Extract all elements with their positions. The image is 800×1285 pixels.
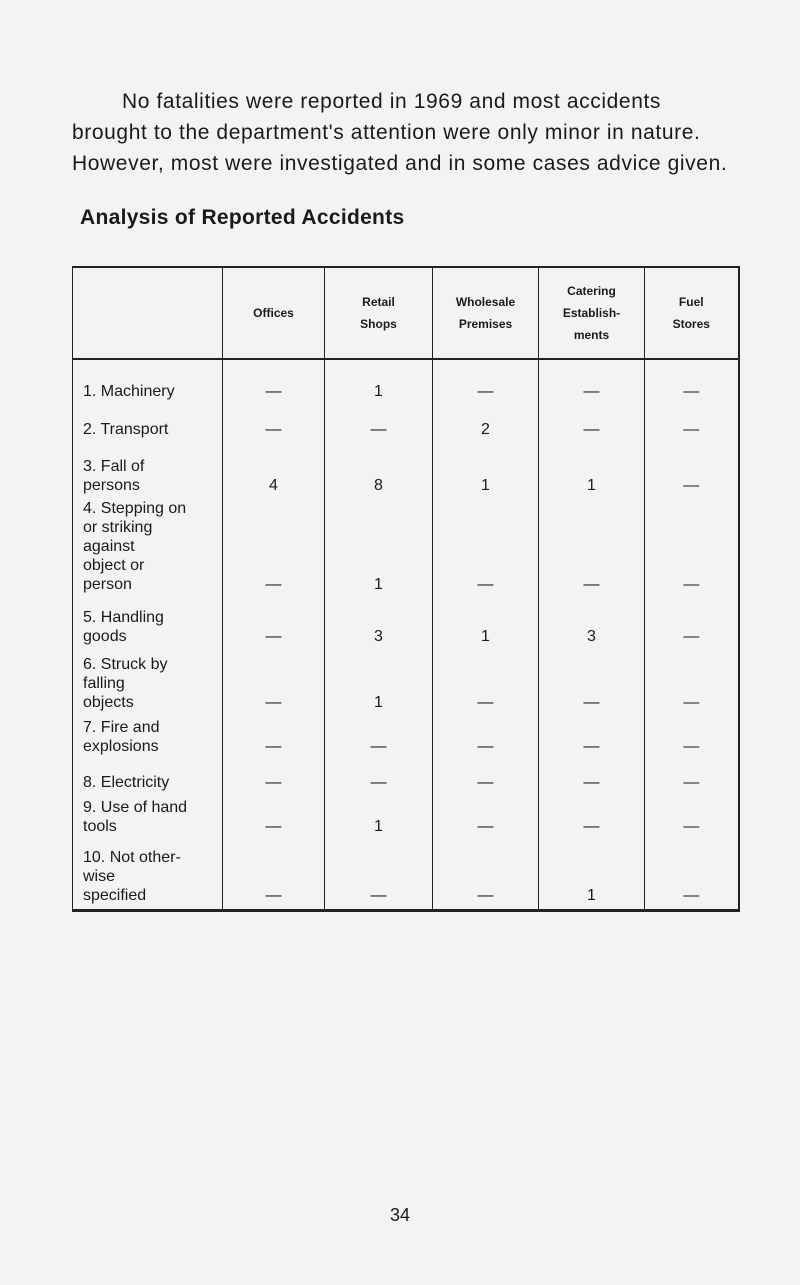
table-cell: — — [539, 650, 645, 716]
table-row — [73, 760, 739, 796]
table-cell: — — [223, 760, 325, 796]
table-cell: 3 — [539, 598, 645, 650]
column-header: Catering Establish- ments — [539, 267, 645, 359]
table-cell: 1 — [325, 650, 433, 716]
table-row — [73, 359, 739, 405]
table-cell: — — [645, 650, 739, 716]
table-row — [73, 716, 739, 760]
table-cell: — — [433, 499, 539, 598]
table-row — [73, 840, 739, 910]
table-header-row — [73, 267, 739, 359]
table-row — [73, 405, 739, 443]
accident-category: 8. Electricity — [83, 774, 170, 791]
table-cell: — — [433, 840, 539, 910]
table-cell: — — [433, 796, 539, 840]
table-cell: — — [433, 650, 539, 716]
table-cell: — — [223, 359, 325, 405]
table-cell: — — [433, 359, 539, 405]
table-cell: — — [645, 796, 739, 840]
table-cell: — — [223, 499, 325, 598]
column-header: Offices — [223, 267, 325, 359]
accident-category: 1. Machinery — [83, 383, 175, 400]
table-cell: — — [539, 359, 645, 405]
table-cell: — — [325, 840, 433, 910]
table-cell: — — [645, 405, 739, 443]
accidents-table — [72, 266, 740, 912]
intro-line-2: brought to the department's attention were only minor in nature. — [72, 121, 701, 144]
accident-category: 4. Stepping on or striking against object or person — [83, 500, 187, 593]
table-cell: 4 — [223, 443, 325, 499]
table-row — [73, 650, 739, 716]
table-cell: — — [645, 716, 739, 760]
table-cell: — — [539, 716, 645, 760]
table-cell: — — [223, 716, 325, 760]
table-cell: — — [645, 598, 739, 650]
table-cell: — — [645, 840, 739, 910]
accident-category: 5. Handling goods — [83, 609, 164, 645]
table-cell: — — [325, 405, 433, 443]
table-cell: 1 — [433, 598, 539, 650]
section-heading: Analysis of Reported Accidents — [80, 206, 405, 229]
table-row — [73, 796, 739, 840]
table-cell: — — [223, 650, 325, 716]
table-cell: 1 — [325, 499, 433, 598]
table-cell: 3 — [325, 598, 433, 650]
table-cell: — — [539, 405, 645, 443]
header-corner — [73, 267, 223, 359]
accident-category: 7. Fire and explosions — [83, 719, 160, 755]
table-cell: — — [223, 598, 325, 650]
table-cell: — — [645, 499, 739, 598]
column-header: Wholesale Premises — [433, 267, 539, 359]
table-cell: — — [223, 405, 325, 443]
accident-category: 9. Use of hand tools — [83, 799, 188, 835]
page-number: 34 — [389, 1205, 411, 1225]
intro-paragraph — [72, 86, 752, 179]
accident-category: 3. Fall of persons — [83, 458, 145, 494]
table-cell: — — [645, 443, 739, 499]
table-cell: 1 — [539, 443, 645, 499]
table-cell: — — [325, 760, 433, 796]
table-cell: 1 — [325, 359, 433, 405]
column-header: Retail Shops — [325, 267, 433, 359]
table-cell: 1 — [539, 840, 645, 910]
table-cell: — — [539, 499, 645, 598]
table-cell: — — [325, 716, 433, 760]
table-row — [73, 598, 739, 650]
table-row — [73, 499, 739, 598]
table-cell: — — [223, 796, 325, 840]
table-cell: 1 — [325, 796, 433, 840]
table-row — [73, 443, 739, 499]
table-cell: — — [433, 716, 539, 760]
intro-line-1: No fatalities were reported in 1969 and most accidents — [122, 90, 662, 113]
table-cell: — — [433, 760, 539, 796]
table-cell: 2 — [433, 405, 539, 443]
column-header: Fuel Stores — [645, 267, 739, 359]
table-cell: — — [539, 796, 645, 840]
accident-category: 2. Transport — [83, 421, 169, 438]
table-cell: — — [539, 760, 645, 796]
accident-category: 10. Not other- wise specified — [83, 848, 181, 904]
accident-category: 6. Struck by falling objects — [83, 656, 168, 711]
table-cell: — — [645, 760, 739, 796]
intro-line-3: However, most were investigated and in some cases advice given. — [72, 152, 728, 175]
table-cell: 1 — [433, 443, 539, 499]
table-cell: — — [223, 840, 325, 910]
table-cell: 8 — [325, 443, 433, 499]
table-cell: — — [645, 359, 739, 405]
